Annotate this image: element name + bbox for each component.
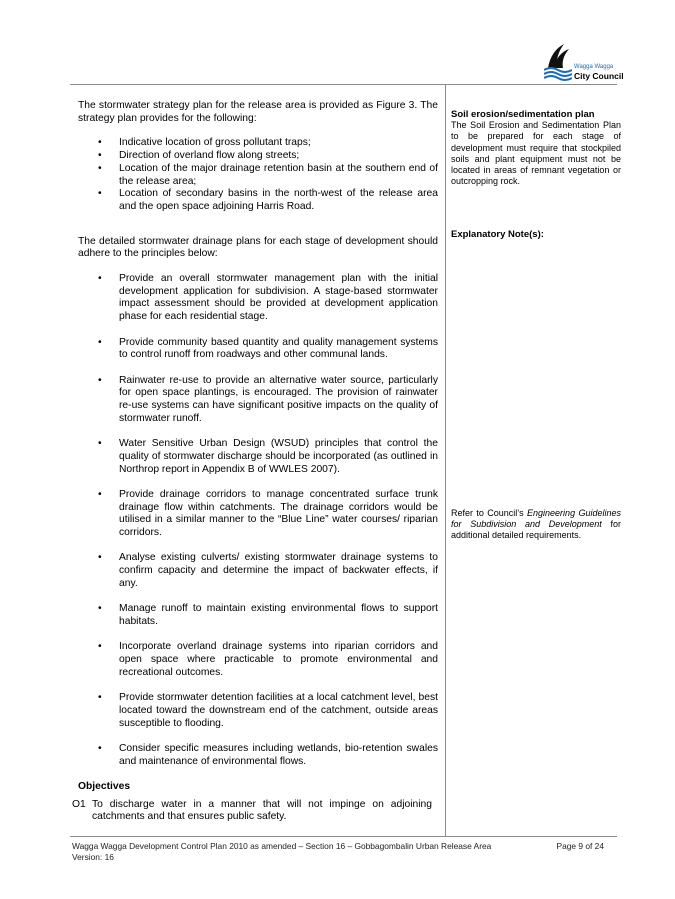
objective-text: To discharge water in a manner that will not impinge on adjoining catchments and that ensures public safety. <box>92 798 432 823</box>
strategy-item: • Location of the major drainage retention basin at the southern end of the release area; <box>78 163 438 188</box>
logo-small-text: Wagga Wagga <box>574 64 614 70</box>
principle-item: • Consider specific measures including wetlands, bio-retention swales and maintenance of environmental flows. <box>78 743 438 768</box>
strategy-item: • Location of secondary basins in the north-west of the release area and the open space adjoining Harris Road. <box>78 188 438 213</box>
header-rule <box>70 84 617 85</box>
strategy-list <box>78 137 438 213</box>
principle-item: • Provide community based quantity and quality management systems to control runoff from roadways and other communal lands. <box>78 337 438 362</box>
engineering-guidelines-note <box>451 508 621 542</box>
principle-item: • Manage runoff to maintain existing environmental flows to support habitats. <box>78 603 438 628</box>
principle-item: • Provide stormwater detention facilities at a local catchment level, best located toward the downstream end of the catchment, outside areas susceptible to flooding. <box>78 692 438 730</box>
logo-name: City Council <box>574 71 624 81</box>
council-logo-icon <box>544 42 572 82</box>
principle-item: • Water Sensitive Urban Design (WSUD) principles that control the quality of stormwater discharge should be incorporated (as outlined in Northrop report in Appendix B of WWLES 2007). <box>78 438 438 476</box>
objectives-heading: Objectives <box>78 781 131 792</box>
intro-paragraph: The stormwater strategy plan for the release area is provided as Figure 3. The strategy plan provides for the following: <box>78 100 438 124</box>
principles-list <box>78 273 438 768</box>
footer-version: Version: 16 <box>72 851 114 862</box>
principle-item: • Rainwater re-use to provide an alternative water source, particularly for open space plantings, is encouraged. The provision of rainwater re-use systems can have significant positive impacts on the quality of stormwater runoff. <box>78 375 438 426</box>
soil-text: The Soil Erosion and Sedimentation Plan to be prepared for each stage of development must require that stockpiled soils and plant equipment must not be located in areas of remnant vegetation or outcropping rock. <box>451 120 621 187</box>
footer-document-title: Wagga Wagga Development Control Plan 2010 as amended – Section 16 – Gobbagombalin Urban Release Area <box>72 841 492 851</box>
objective-o1 <box>72 799 432 824</box>
strategy-item: • Indicative location of gross pollutant traps; <box>78 137 438 150</box>
strategy-item: • Direction of overland flow along streets; <box>78 150 438 163</box>
ref-text-after: for additional detailed requirements. <box>451 519 621 541</box>
principle-item: • Provide drainage corridors to manage concentrated surface trunk drainage flow within catchments. The drainage corridors would be utilised in a similar manner to the “Blue Line” water courses/ riparian corridors. <box>78 489 438 540</box>
principle-item: • Analyse existing culverts/ existing stormwater drainage systems to confirm capacity and determine the impact of backwater effects, if any. <box>78 552 438 590</box>
main-column <box>72 100 438 824</box>
ref-guidelines-title: Engineering Guidelines for Subdivision and Development <box>451 508 621 530</box>
council-logo <box>544 42 626 82</box>
soil-title: Soil erosion/sedimentation plan <box>451 109 595 120</box>
soil-erosion-note <box>451 109 621 187</box>
footer-rule <box>70 836 617 837</box>
explanatory-notes-heading: Explanatory Note(s): <box>451 229 544 240</box>
objective-number: O1 <box>72 798 86 810</box>
ref-text-before: Refer to Council’s <box>451 508 528 518</box>
page-footer <box>72 841 612 862</box>
principle-item: • Provide an overall stormwater management plan with the initial development application for subdivision. A stage-based stormwater impact assessment should be provided at development application phase for each residential stage. <box>78 273 438 324</box>
principles-intro: The detailed stormwater drainage plans for each stage of development should adhere to the principles below: <box>78 235 438 260</box>
footer-page-number: Page 9 of 24 <box>556 841 604 851</box>
principle-item: • Incorporate overland drainage systems into riparian corridors and open space where practicable to promote environmental and recreational outcomes. <box>78 641 438 679</box>
column-divider <box>445 84 446 836</box>
